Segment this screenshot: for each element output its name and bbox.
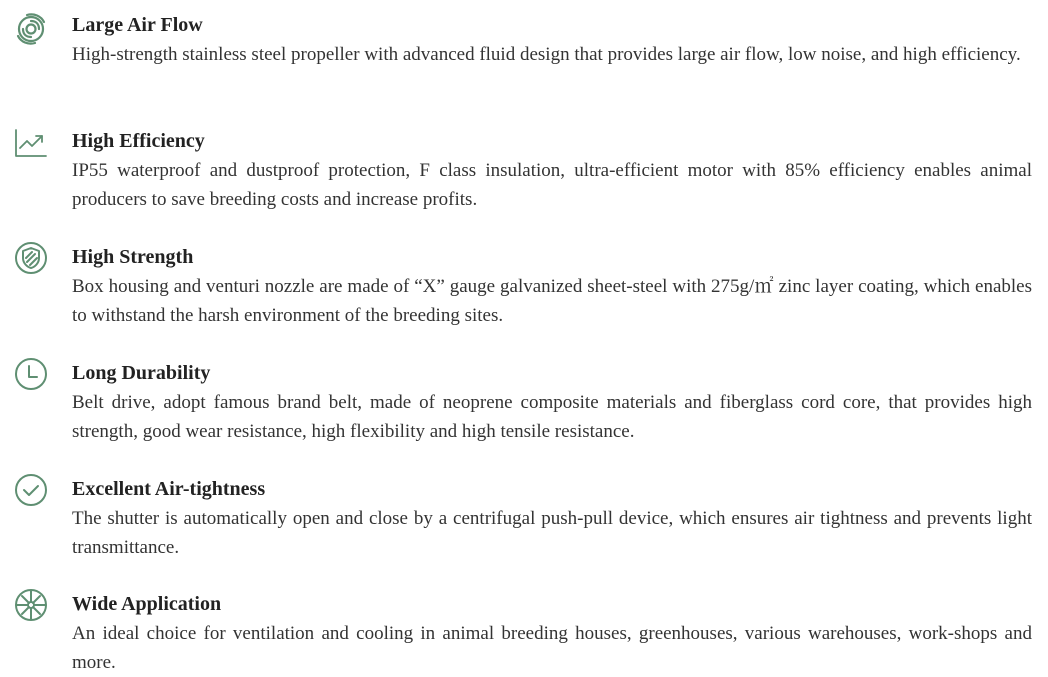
check-circle-icon	[14, 473, 48, 507]
feature-description: The shutter is automatically open and close by a centrifugal push-pull device, which ensures air tightness and prevents light transmittance.	[72, 508, 1032, 558]
airflow-swirl-icon	[14, 12, 48, 46]
feature-title: Large Air Flow	[72, 14, 203, 36]
feature-description: High-strength stainless steel propeller with advanced fluid design that provides large air flow, low noise, and high efficiency.	[72, 44, 1021, 65]
trend-chart-icon	[14, 126, 48, 160]
feature-description: IP55 waterproof and dustproof protection, F class insulation, ultra-efficient motor with 85% efficiency enables animal producers to save breeding costs and increase profits.	[72, 160, 1032, 210]
shield-icon	[14, 241, 48, 275]
aperture-fan-icon	[14, 588, 48, 622]
feature-title: Long Durability	[72, 362, 211, 384]
feature-title: High Strength	[72, 246, 194, 268]
feature-description: An ideal choice for ventilation and cooling in animal breeding houses, greenhouses, various warehouses, work-shops and more.	[72, 623, 1032, 673]
feature-description: Box housing and venturi nozzle are made of “X” gauge galvanized sheet-steel with 275g/㎡ zinc layer coating, which enables to withstand the harsh environment of the breeding sites.	[72, 276, 1032, 326]
feature-title: Excellent Air-tightness	[72, 478, 266, 500]
feature-description: Belt drive, adopt famous brand belt, made of neoprene composite materials and fiberglass cord core, that provides high strength, good wear resistance, high flexibility and high tensile resistance.	[72, 392, 1032, 442]
clock-icon	[14, 357, 48, 391]
feature-title: Wide Application	[72, 593, 222, 615]
feature-title: High Efficiency	[72, 130, 205, 152]
